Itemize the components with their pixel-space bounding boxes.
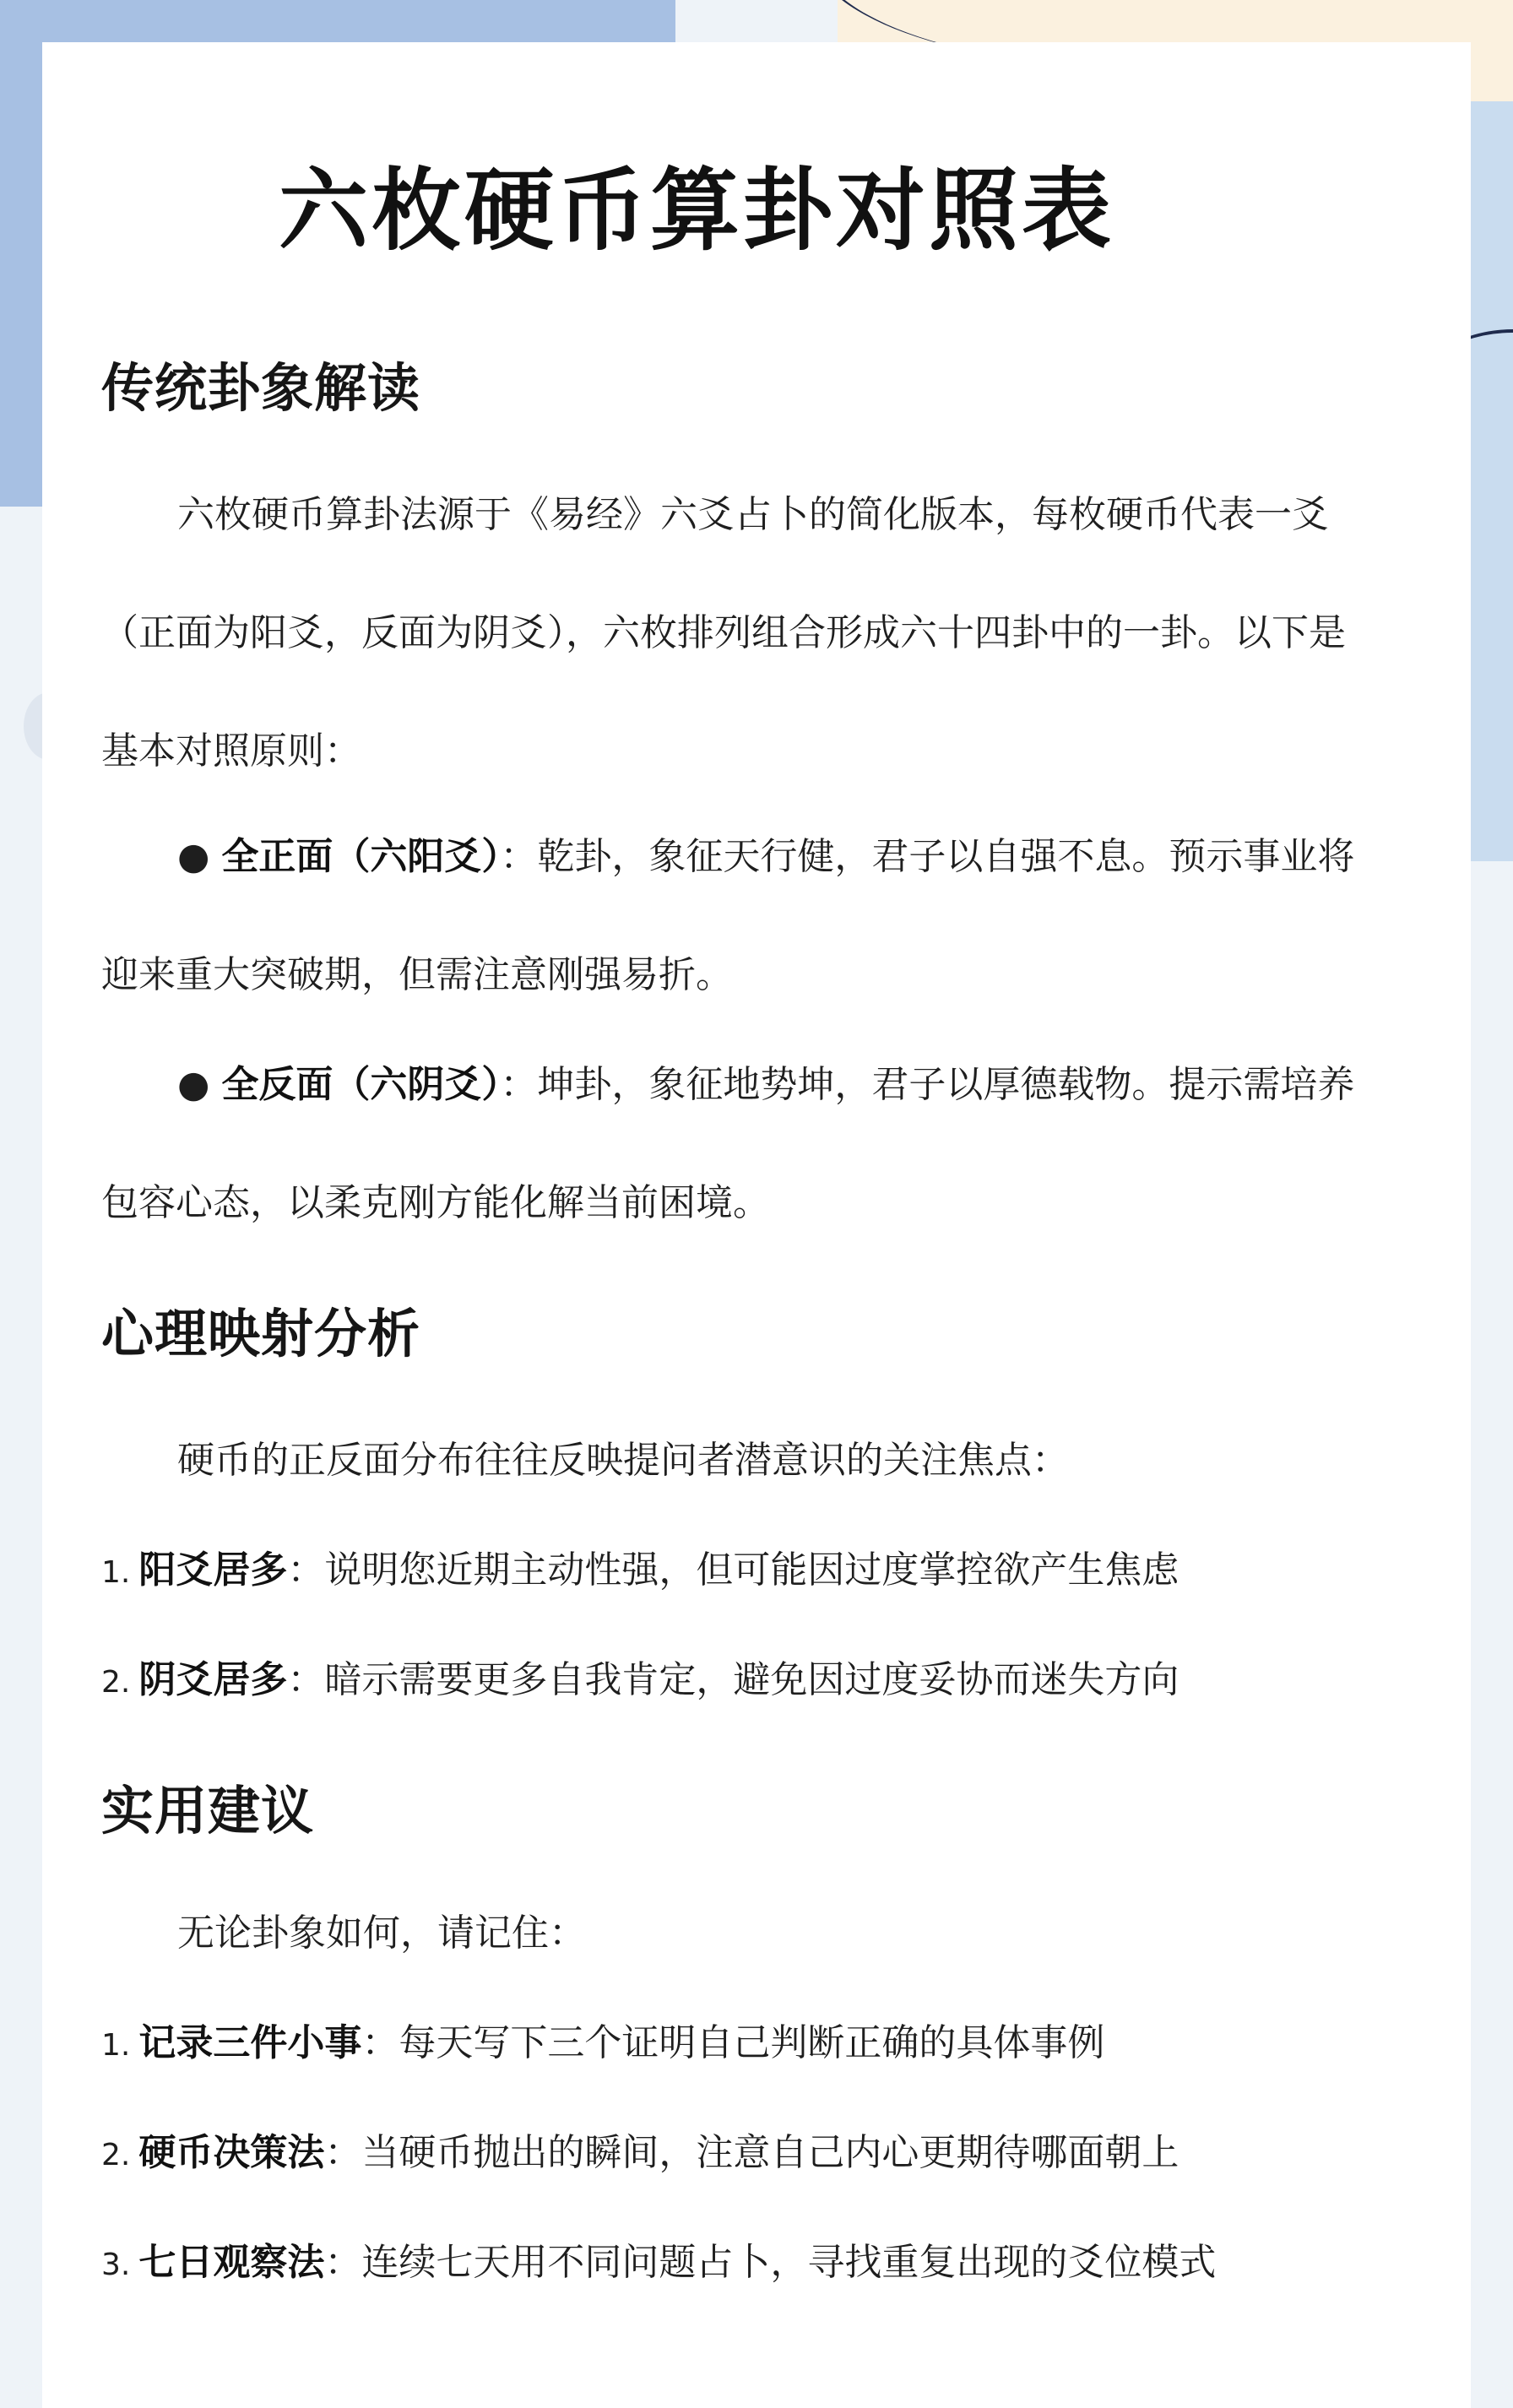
item-text: ：说明您近期主动性强，但可能因过度掌控欲产生焦虑 xyxy=(287,1548,1179,1592)
item-text: ：每天写下三个证明自己判断正确的具体事例 xyxy=(361,2021,1105,2064)
document-card xyxy=(42,42,1471,2408)
bullet-text: ：乾卦，象征天行健，君子以自强不息。预示事业将 xyxy=(500,835,1355,878)
numbered-item xyxy=(101,2018,1104,2071)
bullet-continuation: 包容心态，以柔克刚方能化解当前困境。 xyxy=(101,1181,770,1224)
bullet-continuation: 迎来重大突破期，但需注意刚强易折。 xyxy=(101,953,733,996)
paragraph-line: 六枚硬币算卦法源于《易经》六爻占卜的简化版本，每枚硬币代表一爻 xyxy=(177,493,1329,536)
item-number: 3. xyxy=(101,2248,131,2282)
item-number: 2. xyxy=(101,1665,131,1700)
section-heading: 实用建议 xyxy=(101,1780,315,1841)
bullet-label: 全正面（六阳爻） xyxy=(221,835,501,878)
item-number: 1. xyxy=(101,1555,131,1590)
item-label: 七日观察法 xyxy=(138,2241,325,2284)
item-label: 硬币决策法 xyxy=(138,2131,325,2174)
bullet-item xyxy=(101,1060,1354,1110)
item-text: ：暗示需要更多自我肯定，避免因过度妥协而迷失方向 xyxy=(287,1658,1179,1701)
section-heading: 传统卦象解读 xyxy=(101,357,421,419)
item-number: 2. xyxy=(101,2138,131,2172)
item-label: 阳爻居多 xyxy=(138,1548,288,1592)
item-label: 阴爻居多 xyxy=(138,1658,288,1701)
section-heading: 心理映射分析 xyxy=(101,1303,421,1364)
numbered-item xyxy=(101,2128,1179,2181)
paragraph-line: （正面为阳爻，反面为阴爻），六枚排列组合形成六十四卦中的一卦。以下是 xyxy=(101,611,1346,654)
page-title: 六枚硬币算卦对照表 xyxy=(279,159,1114,263)
numbered-item xyxy=(101,1545,1179,1598)
bullet-dot-icon: ● xyxy=(177,1063,222,1106)
item-text: ：当硬币抛出的瞬间，注意自己内心更期待哪面朝上 xyxy=(324,2131,1179,2174)
item-number: 1. xyxy=(101,2028,131,2063)
paragraph-line: 基本对照原则： xyxy=(101,729,361,773)
numbered-item xyxy=(101,2237,1216,2291)
numbered-item xyxy=(101,1655,1179,1708)
bullet-text: ：坤卦，象征地势坤，君子以厚德载物。提示需培养 xyxy=(500,1063,1355,1106)
item-text: ：连续七天用不同问题占卜，寻找重复出现的爻位模式 xyxy=(324,2241,1217,2284)
paragraph-line: 无论卦象如何，请记住： xyxy=(177,1912,586,1955)
bullet-dot-icon: ● xyxy=(177,835,222,878)
bullet-label: 全反面（六阴爻） xyxy=(221,1063,501,1106)
paragraph-line: 硬币的正反面分布往往反映提问者潜意识的关注焦点： xyxy=(177,1439,1069,1482)
bullet-item xyxy=(101,832,1354,882)
item-label: 记录三件小事 xyxy=(138,2021,362,2064)
